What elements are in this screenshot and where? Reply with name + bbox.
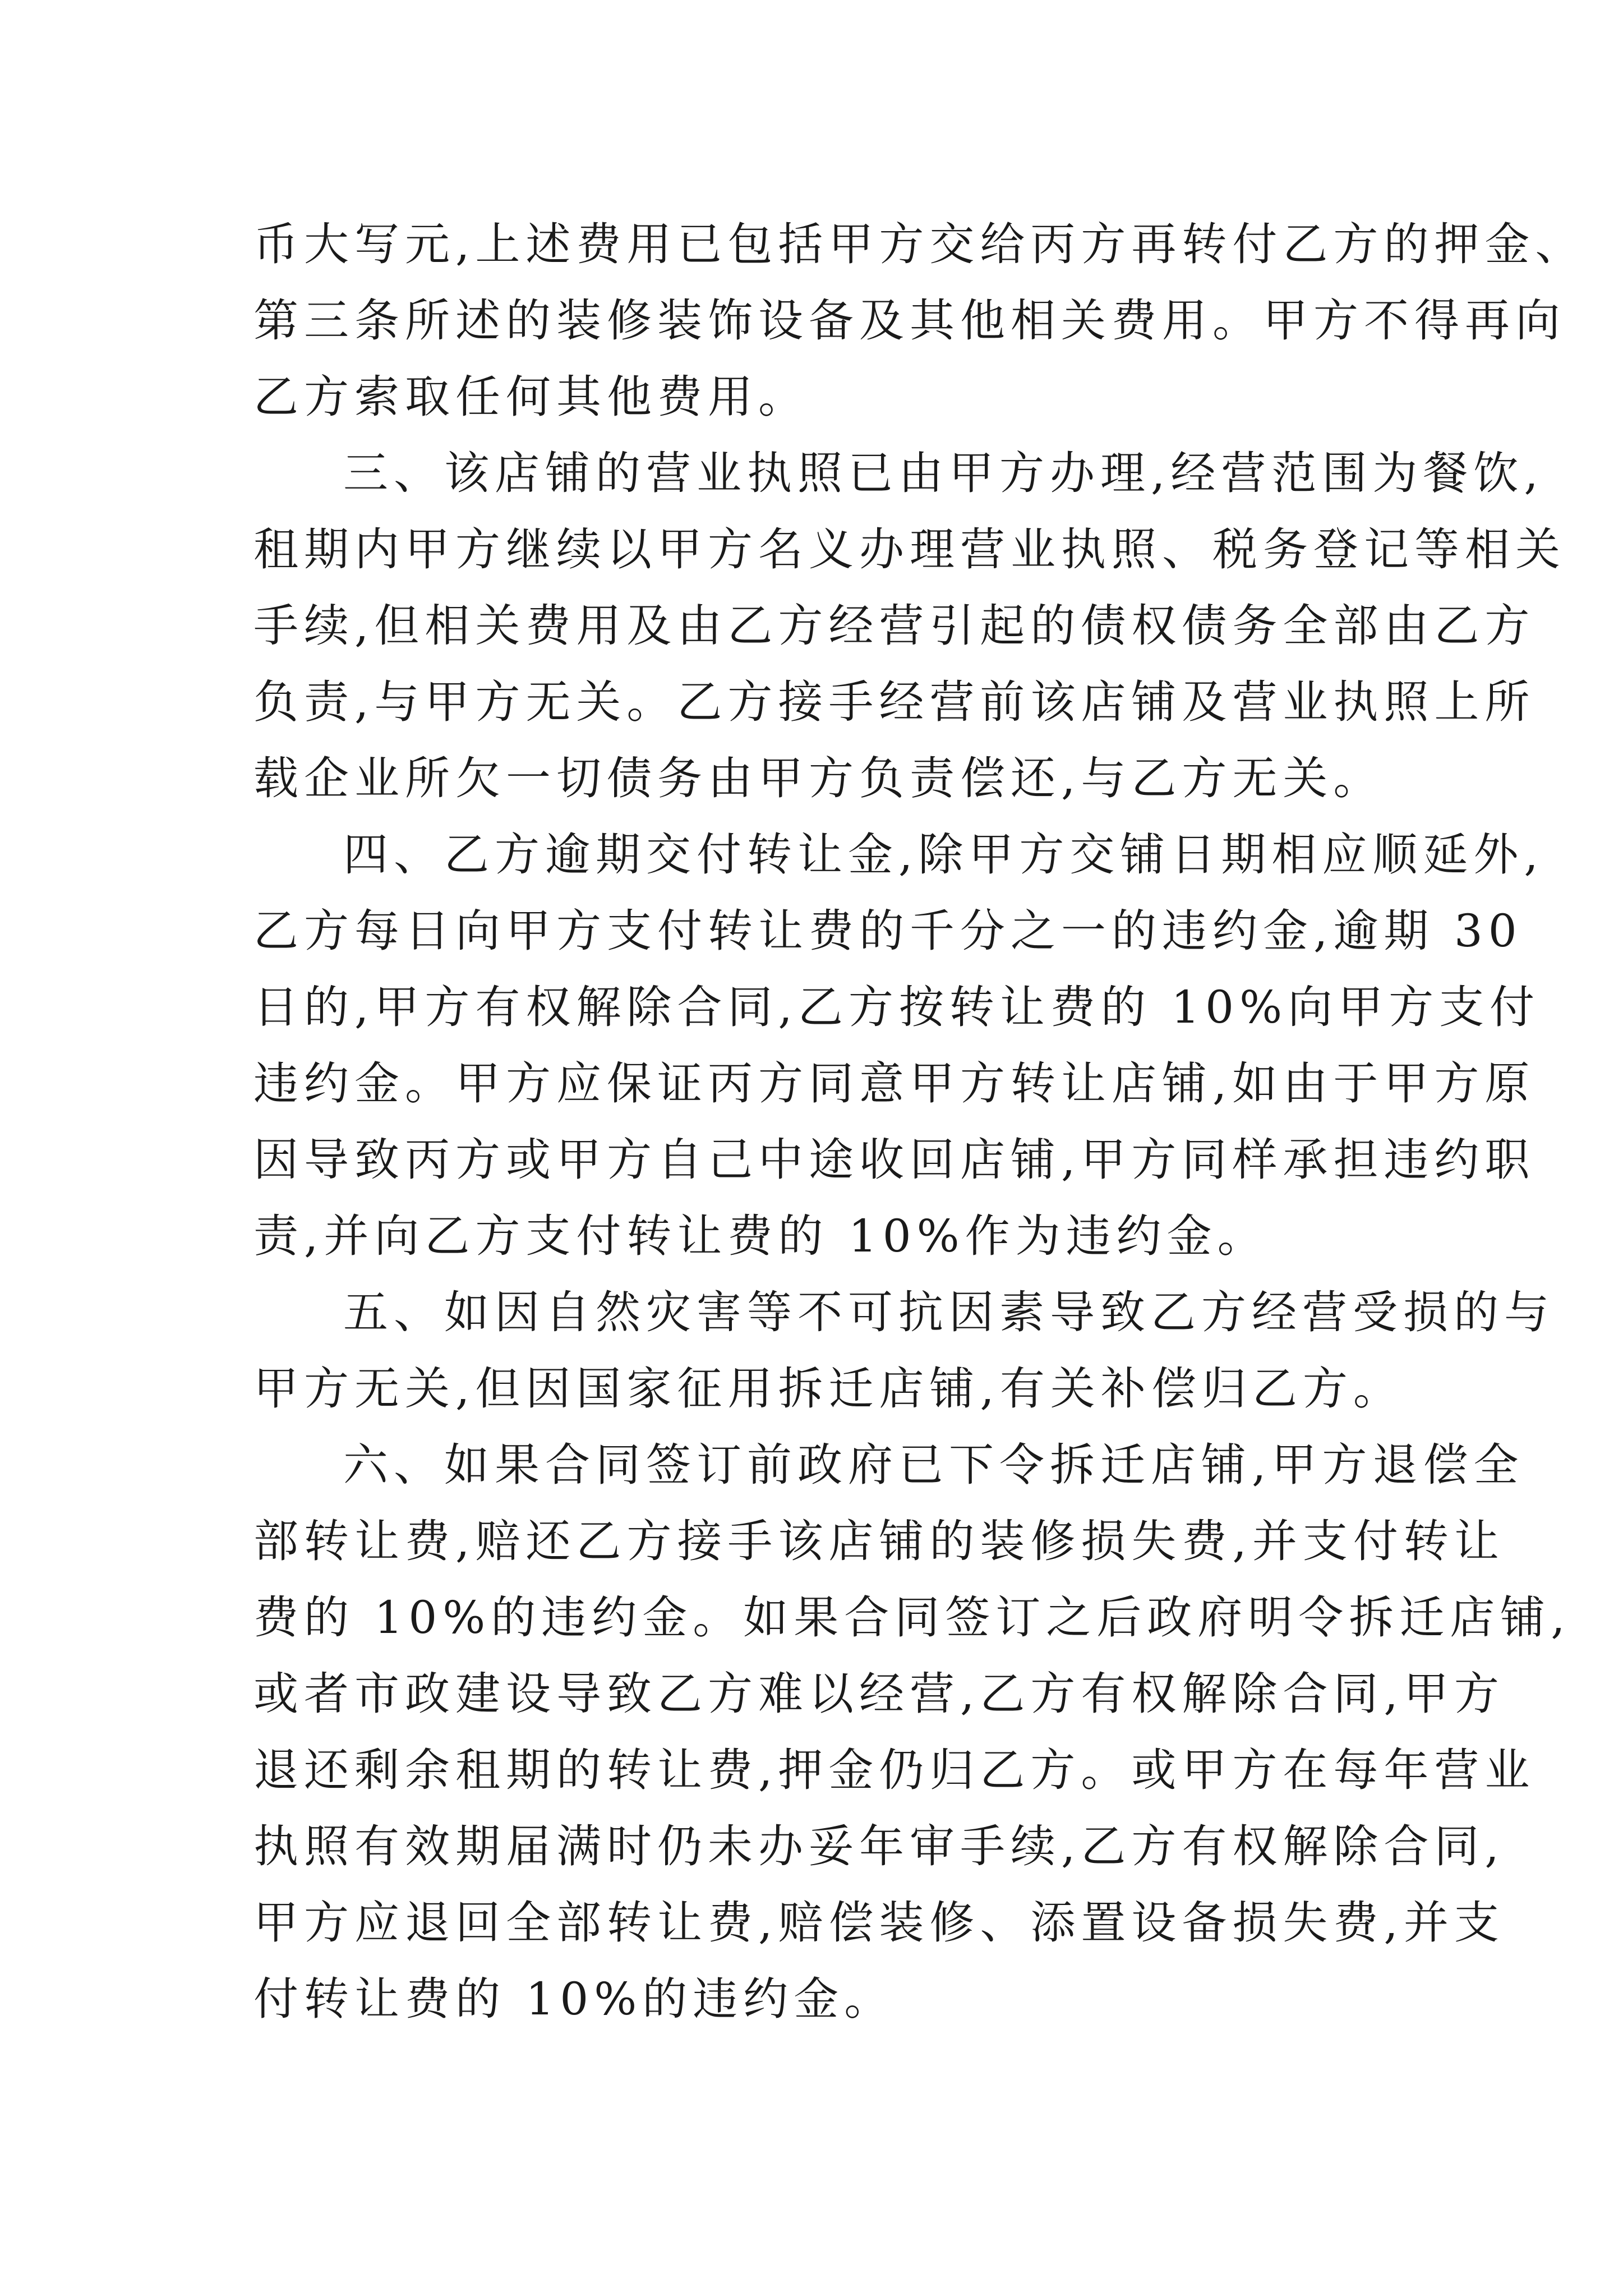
text-line: 违约金。甲方应保证丙方同意甲方转让店铺,如由于甲方原: [253, 1057, 1536, 1110]
text-line: 日的,甲方有权解除合同,乙方按转让费的 10%向甲方支付: [253, 981, 1541, 1033]
text-line: 手续,但相关费用及由乙方经营引起的债权债务全部由乙方: [253, 600, 1536, 652]
text-line: 第三条所述的装修装饰设备及其他相关费用。甲方不得再向: [253, 295, 1566, 347]
text-line: 费的 10%的违约金。如果合同签订之后政府明令拆迁店铺,: [253, 1591, 1571, 1644]
text-line: 或者市政建设导致乙方难以经营,乙方有权解除合同,甲方: [253, 1668, 1505, 1720]
text-line: 因导致丙方或甲方自己中途收回店铺,甲方同样承担违约职: [253, 1134, 1536, 1186]
clause-4-start: 四、乙方逾期交付转让金,除甲方交铺日期相应顺延外,: [343, 829, 1544, 881]
clause-6-start: 六、如果合同签订前政府已下令拆迁店铺,甲方退偿全: [343, 1439, 1524, 1491]
text-line: 退还剩余租期的转让费,押金仍归乙方。或甲方在每年营业: [253, 1744, 1536, 1796]
text-line: 乙方每日向甲方支付转让费的千分之一的违约金,逾期 30: [253, 905, 1523, 957]
document-body: [253, 206, 1586, 2037]
clause-5-start: 五、如因自然灾害等不可抗因素导致乙方经营受损的与: [343, 1286, 1555, 1338]
text-line: 责,并向乙方支付转让费的 10%作为违约金。: [253, 1210, 1268, 1262]
text-line: 乙方索取任何其他费用。: [253, 371, 809, 423]
text-line: 币大写元,上述费用已包括甲方交给丙方再转付乙方的押金、: [253, 218, 1586, 270]
text-line: 租期内甲方继续以甲方名义办理营业执照、税务登记等相关: [253, 523, 1566, 576]
text-line: 载企业所欠一切债务由甲方负责偿还,与乙方无关。: [253, 752, 1384, 804]
clause-3-start: 三、该店铺的营业执照已由甲方办理,经营范围为餐饮,: [343, 447, 1544, 499]
text-line: 执照有效期届满时仍未办妥年审手续,乙方有权解除合同,: [253, 1820, 1505, 1872]
text-line: 甲方应退回全部转让费,赔偿装修、添置设备损失费,并支: [253, 1897, 1505, 1949]
text-line: 甲方无关,但因国家征用拆迁店铺,有关补偿归乙方。: [253, 1363, 1404, 1415]
text-line: 部转让费,赔还乙方接手该店铺的装修损失费,并支付转让: [253, 1515, 1505, 1567]
text-line: 负责,与甲方无关。乙方接手经营前该店铺及营业执照上所: [253, 676, 1536, 728]
text-line: 付转让费的 10%的违约金。: [253, 1973, 895, 2025]
